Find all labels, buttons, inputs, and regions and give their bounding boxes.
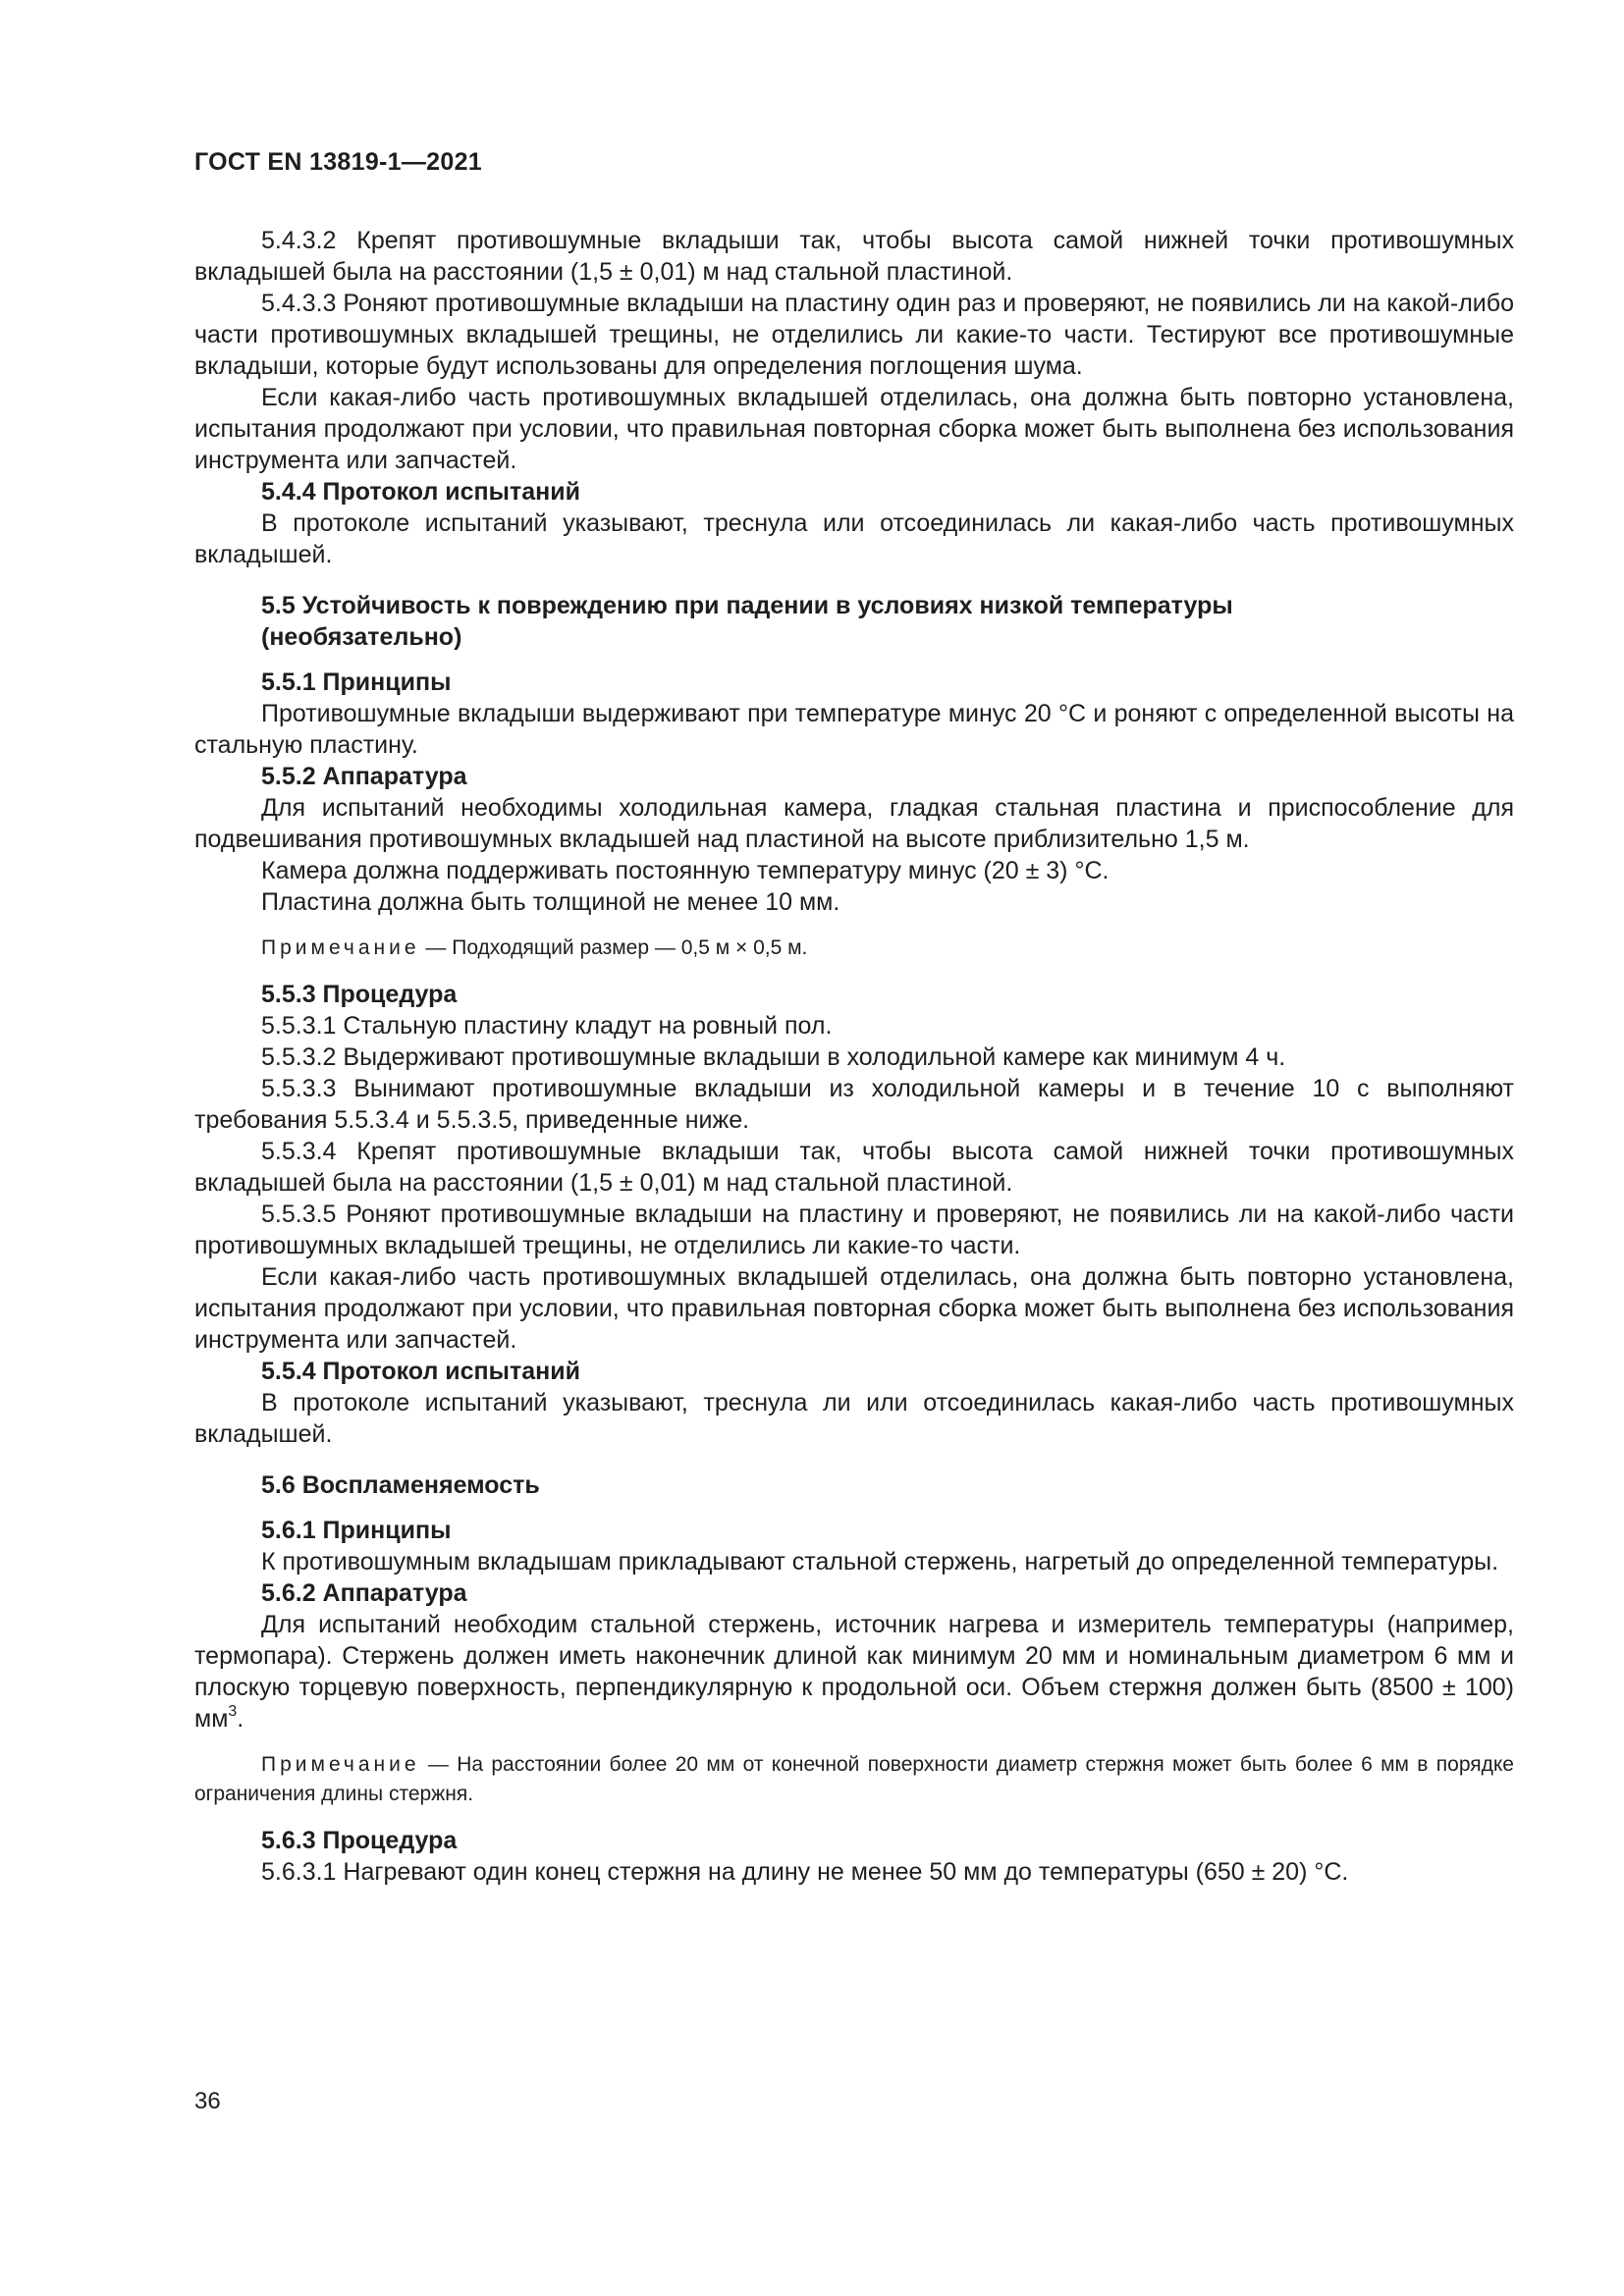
heading-5-5-1: 5.5.1 Принципы (261, 668, 452, 696)
superscript-cube: 3 (228, 1702, 238, 1720)
standard-header: ГОСТ EN 13819-1—2021 (194, 148, 482, 176)
paragraph-5-6-1: К противошумным вкладышам прикладывают стальной стержень, нагретый до определенной температуры. (261, 1548, 1499, 1575)
paragraph-5-5-3-2: 5.5.3.2 Выдерживают противошумные вкладыши в холодильной камере как минимум 4 ч. (261, 1043, 1286, 1071)
paragraph-5-5-3-5-continued: Если какая-либо часть противошумных вкладышей отделилась, она должна быть повторно установлена, испытания продолжают при условии, что правильная повторная сборка может быть выполнена без использования инструмента или запчастей. (194, 1263, 1514, 1354)
note-text: — На расстоянии более 20 мм от конечной поверхности диаметр стержня может быть более 6 мм в порядке ограничения длины стержня. (194, 1753, 1514, 1805)
paragraph-5-6-2 (194, 1609, 1514, 1735)
paragraph-5-5-3-1: 5.5.3.1 Стальную пластину кладут на ровный пол. (261, 1012, 833, 1040)
heading-5-6-3: 5.6.3 Процедура (261, 1827, 458, 1854)
paragraph-5-5-3-5: 5.5.3.5 Роняют противошумные вкладыши на пластину и проверяют, не появились ли на какой-либо части противошумных вкладышей трещины, не отделились ли какие-то части. (194, 1201, 1514, 1259)
paragraph-5-5-1: Противошумные вкладыши выдерживают при температуре минус 20 °С и роняют с определенной высоты на стальную пластину. (194, 700, 1514, 759)
heading-5-5 (194, 590, 1514, 653)
note-5-5-2 (194, 934, 1514, 963)
note-label: Примечание (261, 936, 420, 959)
heading-5-5-3: 5.5.3 Процедура (261, 981, 458, 1008)
heading-5-6-2: 5.6.2 Аппаратура (261, 1579, 467, 1607)
heading-5-5-line2: (необязательно) (261, 623, 462, 651)
heading-5-5-line1: 5.5 Устойчивость к повреждению при падении в условиях низкой температуры (261, 592, 1233, 619)
heading-5-4-4: 5.4.4 Протокол испытаний (261, 478, 580, 506)
paragraph-5-4-3-3-continued: Если какая-либо часть противошумных вкладышей отделилась, она должна быть повторно установлена, испытания продолжают при условии, что правильная повторная сборка может быть выполнена без использования инструмента или запчастей. (194, 384, 1514, 474)
paragraph-5-6-3-1: 5.6.3.1 Нагревают один конец стержня на длину не менее 50 мм до температуры (650 ± 20) °С. (261, 1858, 1349, 1886)
heading-5-5-2: 5.5.2 Аппаратура (261, 763, 467, 790)
note-label: Примечание (261, 1753, 420, 1776)
paragraph-5-4-3-3: 5.4.3.3 Роняют противошумные вкладыши на пластину один раз и проверяют, не появились ли на какой-либо части противошумных вкладышей трещины, не отделились ли какие-то части. Тестируют все противошумные вкладыши, которые будут использованы для определения поглощения шума. (194, 290, 1514, 380)
document-body (194, 225, 1514, 1888)
paragraph-5-5-2-c: Пластина должна быть толщиной не менее 10 мм. (261, 888, 840, 916)
paragraph-5-6-2-text: Для испытаний необходим стальной стержень, источник нагрева и измеритель температуры (например, термопара). Стержень должен иметь наконечник длиной как минимум 20 мм и номинальным диаметром 6 мм и плоскую торцевую поверхность, перпендикулярную к продольной оси. Объем стержня должен быть (8500 ± 100) мм (194, 1611, 1514, 1733)
heading-5-6-1: 5.6.1 Принципы (261, 1517, 452, 1544)
note-5-6-2 (194, 1750, 1514, 1809)
heading-5-5-4: 5.5.4 Протокол испытаний (261, 1358, 580, 1385)
paragraph-5-5-4: В протоколе испытаний указывают, треснула ли или отсоединилась какая-либо часть противошумных вкладышей. (194, 1389, 1514, 1448)
page-number: 36 (194, 2088, 221, 2114)
paragraph-5-4-3-2: 5.4.3.2 Крепят противошумные вкладыши так, чтобы высота самой нижней точки противошумных вкладышей была на расстоянии (1,5 ± 0,01) м над стальной пластиной. (194, 227, 1514, 286)
paragraph-5-5-3-3: 5.5.3.3 Вынимают противошумные вкладыши из холодильной камеры и в течение 10 с выполняют требования 5.5.3.4 и 5.5.3.5, приведенные ниже. (194, 1075, 1514, 1134)
paragraph-5-4-4: В протоколе испытаний указывают, треснула или отсоединилась ли какая-либо часть противошумных вкладышей. (194, 509, 1514, 568)
note-text: — Подходящий размер — 0,5 м × 0,5 м. (419, 936, 808, 959)
heading-5-6: 5.6 Воспламеняемость (261, 1471, 540, 1499)
paragraph-5-6-2-end: . (237, 1705, 244, 1733)
paragraph-5-5-2-b: Камера должна поддерживать постоянную температуру минус (20 ± 3) °С. (261, 857, 1110, 884)
paragraph-5-5-3-4: 5.5.3.4 Крепят противошумные вкладыши так, чтобы высота самой нижней точки противошумных вкладышей была на расстоянии (1,5 ± 0,01) м над стальной пластиной. (194, 1138, 1514, 1197)
paragraph-5-5-2-a: Для испытаний необходимы холодильная камера, гладкая стальная пластина и приспособление для подвешивания противошумных вкладышей над пластиной на высоте приблизительно 1,5 м. (194, 794, 1514, 853)
